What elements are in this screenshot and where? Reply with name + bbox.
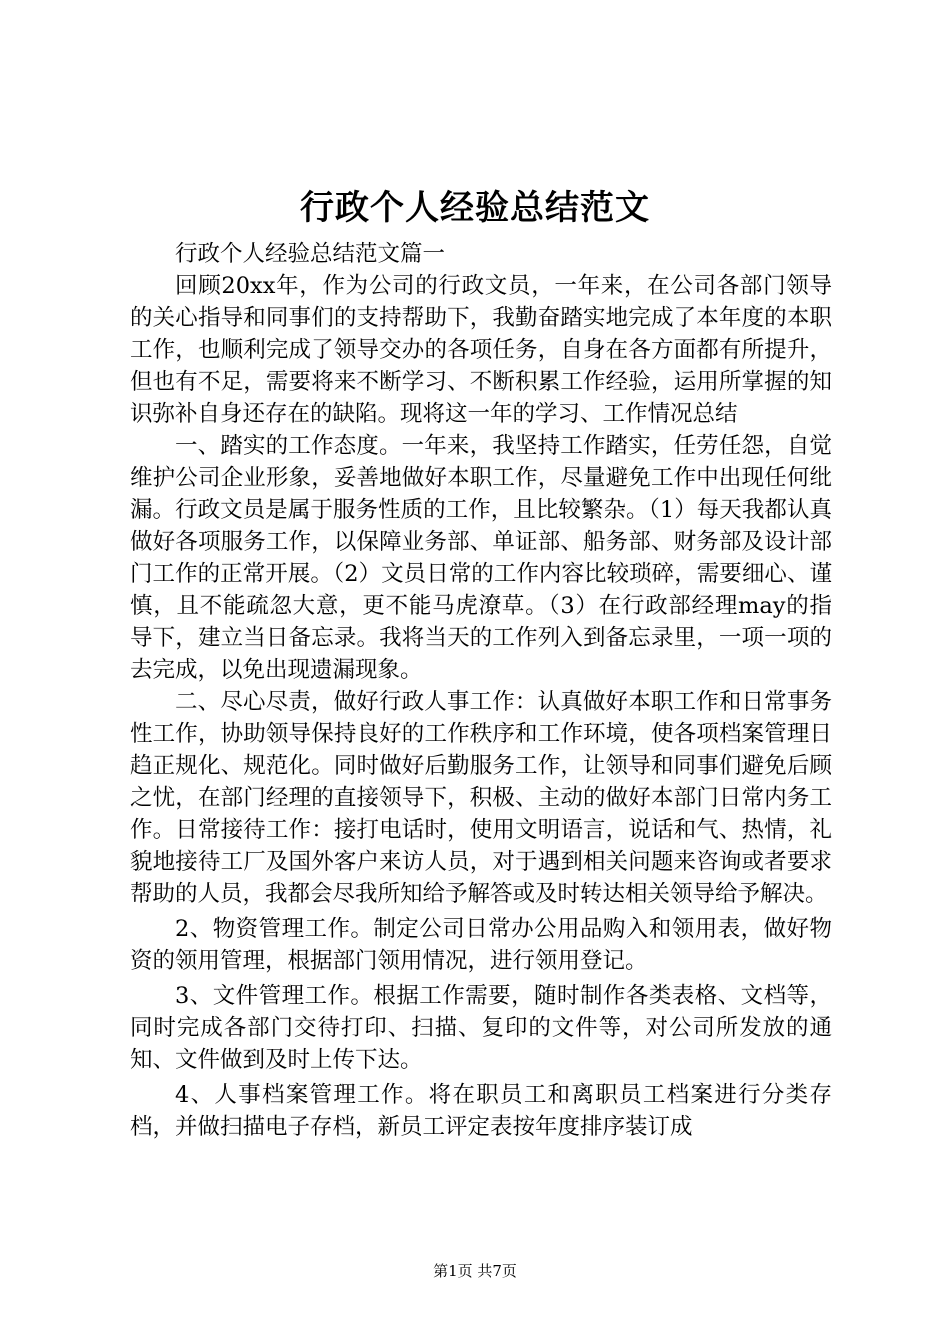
paragraph-work-attitude: 一、踏实的工作态度。一年来，我坚持工作踏实，任劳任怨，自觉维护公司企业形象，妥善地做好本职工作，尽量避免工作中出现任何纰漏。行政文员是属于服务性质的工作，且比较繁杂。（1）每天我都认真做好各项服务工作，以保障业务部、单证部、船务部、财务部及设计部门工作的正常开展。（2）文员日常的工作内容比较琐碎，需要细心、谨慎，且不能疏忽大意，更不能马虎潦草。（3）在行政部经理may的指导下，建立当日备忘录。我将当天的工作列入到备忘录里，一项一项的去完成，以免出现遗漏现象。: [130, 433, 832, 683]
paragraph-admin-work: 二、尽心尽责，做好行政人事工作：认真做好本职工作和日常事务性工作，协助领导保持良好的工作秩序和工作环境，使各项档案管理日趋正规化、规范化。同时做好后勤服务工作，让领导和同事们避免后顾之忧，在部门经理的直接领导下，积极、主动的做好本部门日常内务工作。日常接待工作：接打电话时，使用文明语言，说话和气、热情，礼貌地接待工厂及国外客户来访人员，对于遇到相关问题来咨询或者要求帮助的人员，我都会尽我所知给予解答或及时转达相关领导给予解决。: [130, 689, 832, 907]
document-body: [130, 238, 832, 1143]
paragraph-documents: 3、文件管理工作。根据工作需要，随时制作各类表格、文档等，同时完成各部门交待打印、扫描、复印的文件等，对公司所发放的通知、文件做到及时上传下达。: [130, 983, 832, 1073]
document-title: 行政个人经验总结范文: [300, 188, 650, 228]
paragraph-materials: 2、物资管理工作。制定公司日常办公用品购入和领用表，做好物资的领用管理，根据部门领用情况，进行领用登记。: [130, 916, 832, 974]
paragraph-personnel-files: 4、人事档案管理工作。将在职员工和离职员工档案进行分类存档，并做扫描电子存档，新员工评定表按年度排序装订成: [130, 1082, 832, 1140]
paragraph-intro: 回顾20xx年，作为公司的行政文员，一年来，在公司各部门领导的关心指导和同事们的支持帮助下，我勤奋踏实地完成了本年度的本职工作，也顺利完成了领导交办的各项任务，自身在各方面都有所提升，但也有不足，需要将来不断学习、不断积累工作经验，运用所掌握的知识弥补自身还存在的缺陷。现将这一年的学习、工作情况总结: [130, 273, 832, 427]
section-heading: 行政个人经验总结范文篇一: [175, 241, 446, 267]
page-number: 第1页 共7页: [433, 1262, 517, 1280]
